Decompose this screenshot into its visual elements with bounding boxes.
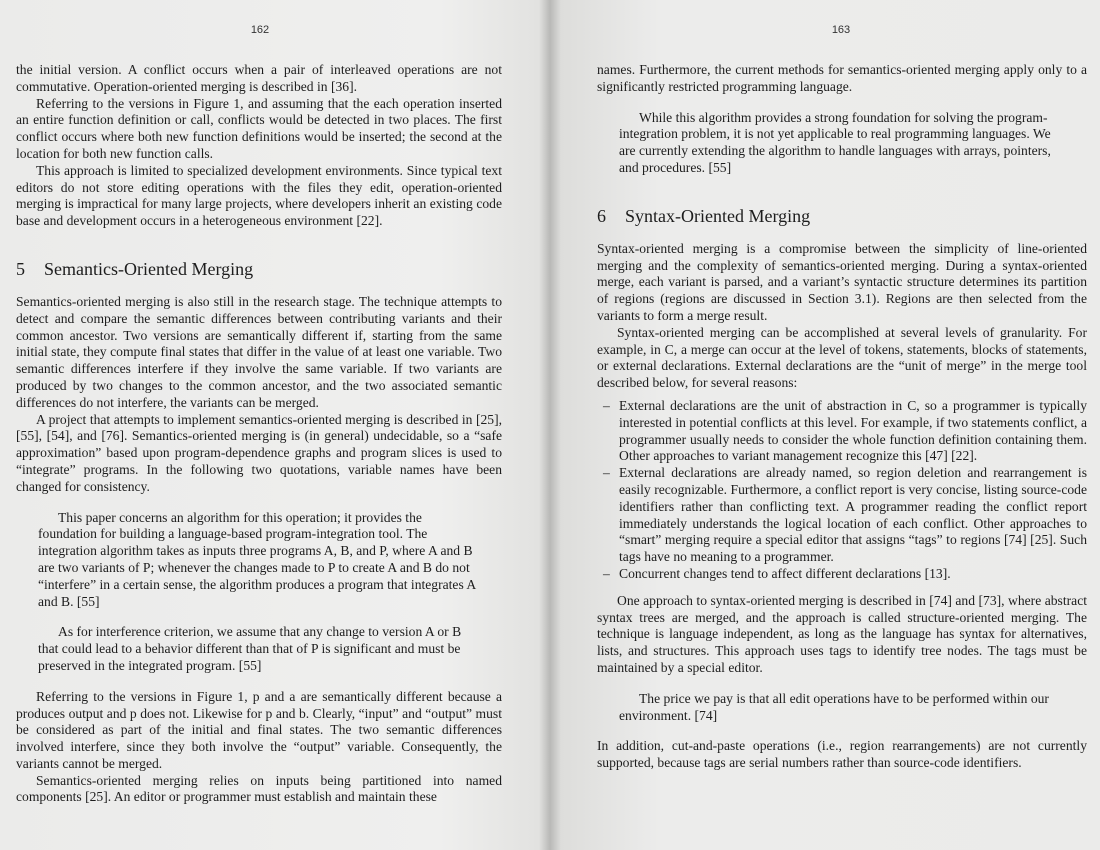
page-number: 163: [831, 24, 851, 36]
paragraph: In addition, cut-and-paste operations (i.e., region rearrangements) are not currently supported, because tags are serial numbers rather than source-code identifiers.: [597, 738, 1087, 771]
text-column: [597, 62, 1087, 772]
text-column: [16, 62, 502, 806]
right-page: [551, 0, 1100, 850]
block-quote: While this algorithm provides a strong foundation for solving the program-integration problem, it is not yet applicable to real programming languages. We are currently extending the algorithm to handle languages with arrays, pointers, and procedures. [55]: [619, 109, 1051, 175]
page-number: 162: [250, 24, 270, 36]
paragraph: Referring to the versions in Figure 1, and assuming that the each operation inserted an entire function definition or call, conflicts would be detected in two places. The first conflict occurs where both new function definitions would be inserted; the second at the location for both new function calls.: [16, 95, 502, 161]
list-item: – External declarations are already named, so region deletion and rearrangement is easily recognizable. Furthermore, a conflict report is very concise, listing source-code identifiers rather than conflicting text. A programmer reading the conflict report immediately understands the logical location of each conflict. Other approaches to “smart” merging require a special editor that assigns “tags” to regions [74] [25]. Such tags have no meaning to a programmer.: [597, 465, 1087, 566]
section-heading: [597, 205, 1087, 227]
block-quote: This paper concerns an algorithm for this operation; it provides the foundation for building a language-based program-integration tool. The integration algorithm takes as inputs three programs A, B, and P, where A and B are two variants of P; whenever the changes made to P to create A and B do not “interfere” in a certain sense, the algorithm produces a program that integrates A and B. [55]: [38, 509, 476, 609]
paragraph: Syntax-oriented merging is a compromise between the simplicity of line-oriented merging and the complexity of semantics-oriented merging. During a syntax-oriented merge, each variant is parsed, and a variant’s syntactic structure determines its partition of regions (regions are discussed in Section 3.1). Regions are then selected from the variants to form a merge result.: [597, 240, 1087, 323]
section-title: Semantics-Oriented Merging: [44, 258, 254, 279]
bullet-list: [597, 398, 1087, 583]
section-heading: [16, 258, 502, 280]
list-item: – External declarations are the unit of abstraction in C, so a programmer is typically interested in potential conflicts at this level. For example, if two statements conflict, a programmer usually needs to consider the whole function definition containing them. Other approaches to variant management recognize this [47] [22].: [597, 398, 1087, 465]
paragraph: the initial version. A conflict occurs when a pair of interleaved operations are not commutative. Operation-oriented merging is described in [36].: [16, 62, 502, 94]
block-quote: The price we pay is that all edit operations have to be performed within our environment. [74]: [619, 690, 1049, 723]
paragraph: Referring to the versions in Figure 1, p and a are semantically different because a produces output and p does not. Likewise for p and b. Clearly, “input” and “output” must be considered as part of the initial and final states. The two semantic differences involved interfere, since they both involve the “output” variable. Consequently, the variants cannot be merged.: [16, 688, 502, 771]
block-quote: As for interference criterion, we assume that any change to version A or B that could lead to a behavior different than that of P is significant and must be preserved in the integrated program. [55]: [38, 624, 462, 673]
paragraph: Semantics-oriented merging is also still in the research stage. The technique attempts to detect and compare the semantic differences between contributing variants and their common ancestor. Two versions are semantically different if, starting from the same initial state, they compute final states that differ in the value of at least one variable. Two semantic differences interfere if they involve the same variable. If two variants are produced by two changes to the common ancestor, and the two associated semantic differences do not interfere, the variants can be merged.: [16, 293, 502, 410]
section-number: 6: [597, 205, 606, 226]
left-page: [0, 0, 549, 850]
section-title: Syntax-Oriented Merging: [625, 205, 811, 226]
paragraph: One approach to syntax-oriented merging is described in [74] and [73], where abstract syntax trees are merged, and the approach is called structure-oriented merging. The technique is language independent, as long as the language has syntax for alternatives, lists, and structures. This approach uses tags to identify tree nodes. The tags must be maintained by a special editor.: [597, 592, 1087, 675]
paragraph: A project that attempts to implement semantics-oriented merging is described in [25], [55], [54], and [76]. Semantics-oriented merging is (in general) undecidable, so a “safe approximation” based upon program-dependence graphs and program slices is used to “integrate” programs. In the following two quotations, variable names have been changed for consistency.: [16, 411, 502, 494]
spacer: [597, 583, 1087, 593]
section-number: 5: [16, 258, 25, 279]
paragraph: Semantics-oriented merging relies on inputs being partitioned into named components [25]. An editor or programmer must establish and maintain these: [16, 772, 502, 805]
paragraph: names. Furthermore, the current methods for semantics-oriented merging apply only to a significantly restricted programming language.: [597, 62, 1087, 94]
paragraph: This approach is limited to specialized development environments. Since typical text editors do not store editing operations with the files they edit, operation-oriented merging is impractical for many large projects, where developers inherit an existing code base and development occurs in a heterogeneous environment [22].: [16, 162, 502, 229]
list-item: – Concurrent changes tend to affect different declarations [13].: [597, 566, 1087, 583]
paragraph: Syntax-oriented merging can be accomplished at several levels of granularity. For example, in C, a merge can occur at the level of tokens, statements, blocks of statements, or external declarations. External declarations are the “unit of merge” in the merge tool described below, for several reasons:: [597, 324, 1087, 391]
